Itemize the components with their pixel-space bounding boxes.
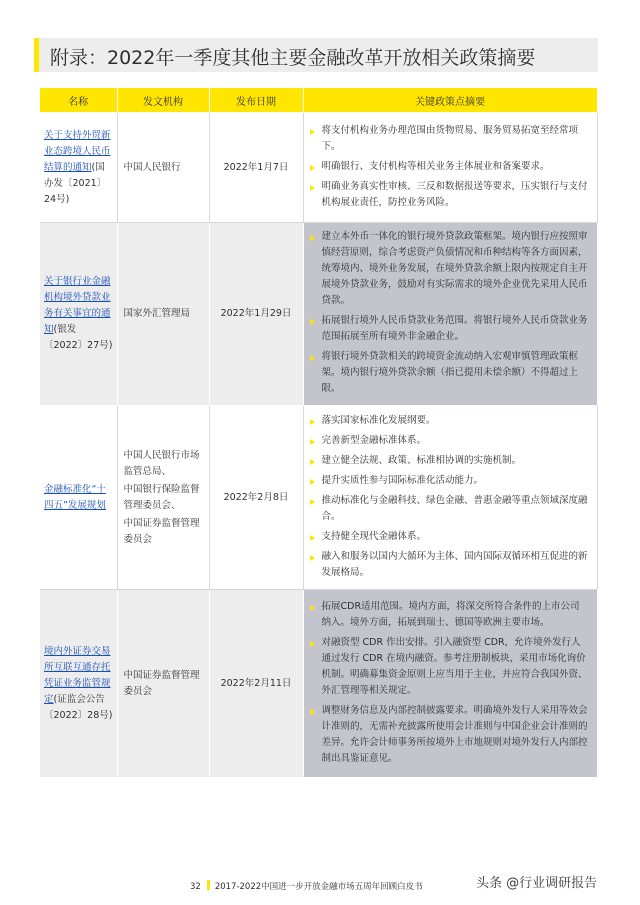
key-points-cell	[303, 223, 597, 406]
key-point-item: 将支付机构业务办理范围由货物贸易、服务贸易拓宽至经常项下。	[310, 123, 589, 155]
watermark: 头条 @行业调研报告	[476, 876, 598, 891]
policy-document-number: (证监会公告〔2022〕28号)	[44, 693, 113, 721]
table-row	[40, 590, 597, 778]
triangle-bullet-icon	[310, 355, 315, 361]
title-bar	[34, 38, 598, 72]
table-row	[40, 113, 597, 223]
triangle-bullet-icon	[310, 479, 315, 485]
key-point-item: 完善新型金融标准体系。	[310, 433, 589, 449]
issuing-org-line: 中国银行保险监督管理委员会、	[123, 483, 200, 511]
release-date-cell: 2022年2月11日	[209, 590, 303, 778]
policy-document-number: (国办发〔2021〕24号)	[44, 161, 107, 205]
title-accent-bar	[34, 38, 39, 72]
triangle-bullet-icon	[310, 319, 315, 325]
key-point-item: 明确业务真实性审核、三反和数据报送等要求，压实银行与支付机构展业责任，防控业务风险。	[310, 179, 589, 211]
triangle-bullet-icon	[310, 641, 315, 647]
triangle-bullet-icon	[310, 555, 315, 561]
release-date-cell: 2022年2月8日	[209, 406, 303, 590]
triangle-bullet-icon	[310, 165, 315, 171]
triangle-bullet-icon	[310, 129, 315, 135]
policy-name-cell	[40, 223, 117, 406]
policy-document-number: (银发〔2022〕27号)	[44, 324, 113, 351]
policy-name-cell	[40, 113, 117, 223]
key-point-item: 支持健全现代金融体系。	[310, 529, 589, 545]
key-point-item: 拓展银行境外人民币贷款业务范围。将银行境外人民币贷款业务范围拓展至所有境外非金融企业。	[310, 313, 589, 345]
triangle-bullet-icon	[310, 185, 315, 191]
policy-name-link[interactable]: 境内外证券交易所互联互通存托凭证业务监管规定	[44, 645, 111, 705]
key-point-item: 建立本外币一体化的银行境外贷款政策框架。境内银行应按照审慎经营原则，综合考虑资产负债情况和币种结构等各方面因素，统筹境内、境外业务发展，在境外贷款余额上限内按规定自主开展境外贷款业务，鼓励对有实际需求的境外企业优先采用人民币贷款。	[310, 229, 589, 309]
page-title: 附录：2022年一季度其他主要金融改革开放相关政策摘要	[50, 47, 536, 69]
triangle-bullet-icon	[310, 499, 315, 505]
issuing-org-cell: 中国人民银行	[117, 113, 209, 223]
key-points-cell	[303, 113, 597, 223]
release-date-cell: 2022年1月29日	[209, 223, 303, 406]
key-point-item: 建立健全法规、政策、标准相协调的实施机制。	[310, 453, 589, 469]
key-point-item: 提升实质性参与国际标准化活动能力。	[310, 473, 589, 489]
footer-accent-bar	[207, 880, 210, 890]
column-header-points: 关键政策点摘要	[303, 88, 597, 113]
issuing-org-cell: 中国证券监督管理委员会	[117, 590, 209, 778]
policy-name-link[interactable]: 金融标准化“十四五”发展规划	[44, 483, 106, 511]
policy-name-link[interactable]: 关于支持外贸新业态跨境人民币结算的通知	[44, 129, 111, 173]
key-point-item: 融入和服务以国内大循环为主体、国内国际双循环相互促进的新发展格局。	[310, 549, 589, 581]
issuing-org-line: 中国人民银行市场监管总局、	[123, 449, 200, 477]
triangle-bullet-icon	[310, 709, 315, 715]
key-point-item: 将银行境外贷款相关的跨境资金流动纳入宏观审慎管理政策框架。境内银行境外贷款余额（指已提用未偿余额）不得超过上限。	[310, 349, 589, 397]
table-header-row	[40, 88, 597, 113]
table-row	[40, 223, 597, 406]
table-row	[40, 406, 597, 590]
policy-name-cell	[40, 590, 117, 778]
key-point-item: 调整财务信息及内部控制披露要求。明确境外发行人采用等效会计准则的，无需补充披露所使用会计准则与中国企业会计准则的差异。允许会计师事务所按境外上市地规则对境外发行人内部控制出具鉴证意见。	[310, 703, 589, 767]
policy-name-cell	[40, 406, 117, 590]
issuing-org-line: 中国证券监督管理委员会	[123, 517, 200, 545]
column-header-date: 发布日期	[209, 88, 303, 113]
policy-table	[40, 88, 598, 778]
triangle-bullet-icon	[310, 419, 315, 425]
triangle-bullet-icon	[310, 235, 315, 241]
release-date-cell: 2022年1月7日	[209, 113, 303, 223]
key-points-cell	[303, 406, 597, 590]
key-point-item: 拓展CDR适用范围。境内方面，将深交所符合条件的上市公司纳入。境外方面，拓展到瑞士、德国等欧洲主要市场。	[310, 599, 589, 631]
page-footer	[190, 880, 423, 892]
key-point-item: 对融资型 CDR 作出安排。引入融资型 CDR，允许境外发行人通过发行 CDR 在境内融资。参考注册制板块，采用市场化询价机制。明确募集资金原则上应当用于主业，并应符合我国外资、外汇管理等相关规定。	[310, 635, 589, 699]
page-number: 32	[190, 882, 201, 892]
key-point-item: 推动标准化与金融科技、绿色金融、普惠金融等重点领域深度融合。	[310, 493, 589, 525]
key-point-item: 明确银行、支付机构等相关业务主体展业和备案要求。	[310, 159, 589, 175]
key-points-cell	[303, 590, 597, 778]
triangle-bullet-icon	[310, 459, 315, 465]
column-header-name: 名称	[40, 88, 117, 113]
issuing-org-cell: 国家外汇管理局	[117, 223, 209, 406]
footer-title: 2017-2022中国进一步开放金融市场五周年回顾白皮书	[214, 882, 423, 892]
issuing-org-cell	[117, 406, 209, 590]
column-header-org: 发文机构	[117, 88, 209, 113]
triangle-bullet-icon	[310, 535, 315, 541]
policy-name-link[interactable]: 关于银行业金融机构境外贷款业务有关事宜的通知	[44, 276, 111, 335]
triangle-bullet-icon	[310, 439, 315, 445]
key-point-item: 落实国家标准化发展纲要。	[310, 413, 589, 429]
triangle-bullet-icon	[310, 605, 315, 611]
